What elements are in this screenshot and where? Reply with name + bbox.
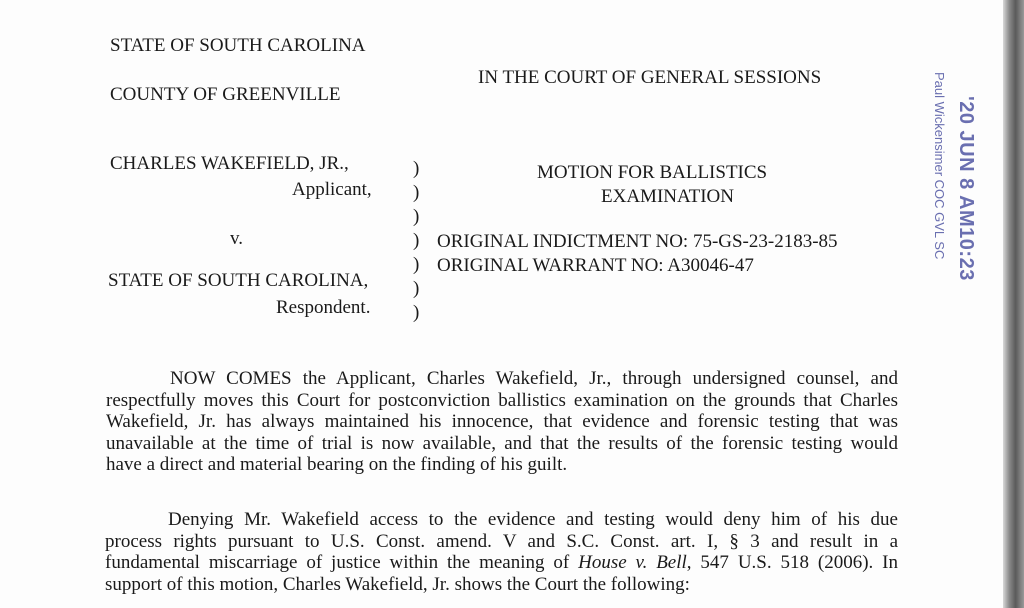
versus: v.: [230, 228, 244, 249]
paragraph-line: unavailable at the time of trial is now available, and that the results of the forensic testing would: [106, 432, 898, 454]
caption-bracket: ): [413, 254, 420, 275]
motion-title-line1: MOTION FOR BALLISTICS: [537, 162, 768, 183]
paragraph-1: [106, 368, 898, 476]
paragraph-text: fundamental miscarriage of justice within the meaning of: [105, 552, 579, 573]
county-heading: COUNTY OF GREENVILLE: [110, 84, 341, 105]
paragraph-line: [105, 552, 898, 574]
respondent-name: STATE OF SOUTH CAROLINA,: [108, 270, 369, 291]
filing-stamp: [932, 72, 995, 281]
caption-bracket: ): [413, 230, 420, 251]
paragraph-line: have a direct and material bearing on the finding of his guilt.: [106, 454, 568, 475]
caption-bracket: ): [413, 158, 420, 179]
court-heading: IN THE COURT OF GENERAL SESSIONS: [478, 67, 822, 88]
page-edge: [1003, 0, 1024, 608]
stamp-datetime: '20 JUN 8 AM10:23: [955, 96, 977, 281]
state-heading: STATE OF SOUTH CAROLINA: [110, 35, 366, 56]
caption-bracket: ): [413, 182, 420, 203]
paragraph-line: Denying Mr. Wakefield access to the evidence and testing would deny him of his due: [168, 509, 898, 530]
motion-title-line2: EXAMINATION: [601, 186, 734, 207]
caption-bracket: ): [413, 302, 420, 323]
paragraph-line: support of this motion, Charles Wakefield, Jr. shows the Court the following:: [105, 573, 690, 595]
paragraph-text: , 547 U.S. 518 (2006). In: [686, 552, 898, 573]
respondent-role: Respondent.: [276, 297, 371, 318]
caption-bracket: ): [413, 278, 420, 299]
clerk-stamp-text: Paul Wickensimer COC GVL SC: [932, 72, 947, 260]
paragraph-line: respectfully moves this Court for postconviction ballistics examination on the grounds that Charles: [106, 389, 898, 411]
paragraph-line: process rights pursuant to U.S. Const. amend. V and S.C. Const. art. I, § 3 and result in a: [105, 530, 898, 552]
paragraph-line: Wakefield, Jr. has always maintained his innocence, that evidence and forensic testing that was: [106, 411, 898, 432]
indictment-number: ORIGINAL INDICTMENT NO: 75-GS-23-2183-85: [437, 231, 838, 252]
paragraph-2: [105, 509, 898, 595]
applicant-role: Applicant,: [292, 179, 372, 200]
applicant-name: CHARLES WAKEFIELD, JR.,: [110, 153, 349, 174]
paragraph-line: NOW COMES the Applicant, Charles Wakefield, Jr., through undersigned counsel, and: [170, 368, 898, 389]
warrant-number: ORIGINAL WARRANT NO: A30046-47: [437, 255, 754, 276]
case-citation: House v. Bell: [578, 552, 687, 573]
caption-bracket: ): [413, 206, 420, 227]
